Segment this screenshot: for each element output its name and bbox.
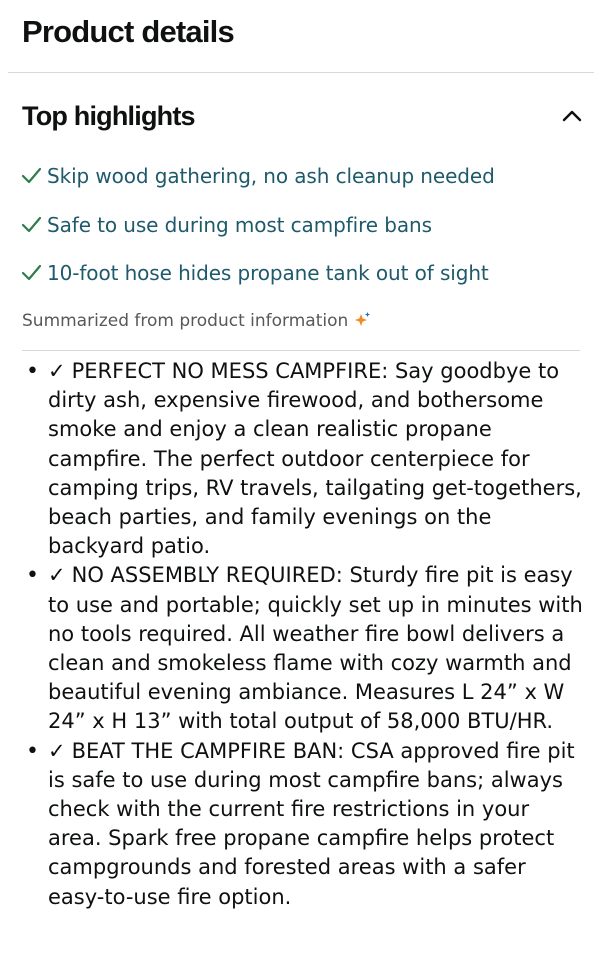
feature-bullet [26, 561, 586, 736]
highlight-item [20, 207, 495, 256]
highlight-text: Safe to use during most campfire bans [47, 212, 432, 237]
check-icon [20, 164, 42, 186]
bullet-marker: • [26, 359, 39, 384]
highlight-item [20, 255, 495, 304]
summary-note-text: Summarized from product information [22, 311, 349, 331]
section-title: Top highlights [22, 101, 195, 131]
header-divider [8, 72, 594, 73]
check-mark: ✓ [48, 738, 66, 763]
check-icon [20, 213, 42, 235]
summary-note [22, 306, 371, 336]
check-mark: ✓ [48, 359, 66, 383]
check-icon [20, 261, 42, 283]
feature-bullet-text: NO ASSEMBLY REQUIRED: Sturdy fire pit is easy to use and portable; quickly set up in minutes with no tools required. All weather fire bowl delivers a clean and smokeless flame with cozy warmth and beautiful evening ambiance. Measures L 24” x W 24” x H 13” with total output of 58,000 BTU/HR. [48, 563, 583, 734]
bullet-marker: • [26, 738, 39, 764]
feature-bullet-text: BEAT THE CAMPFIRE BAN: CSA approved fire pit is safe to use during most campfire bans; always check with the current fire restrictions in your area. Spark free propane campfire helps protect campgrounds and forested areas with a safer easy-to-use fire option. [48, 738, 575, 909]
top-highlights-toggle[interactable] [22, 96, 584, 136]
highlight-text: Skip wood gathering, no ash cleanup needed [47, 164, 495, 188]
sparkle-icon [353, 311, 371, 329]
check-mark: ✓ [48, 563, 66, 588]
bullet-marker: • [26, 563, 39, 589]
highlight-item [20, 158, 495, 207]
feature-bullet [26, 357, 586, 561]
highlight-text: 10-foot hose hides propane tank out of sight [47, 261, 489, 285]
feature-bullet-text: PERFECT NO MESS CAMPFIRE: Say goodbye to dirty ash, expensive firewood, and bothersome smoke and enjoy a clean realistic propane campfire. The perfect outdoor centerpiece for camping trips, RV travels, tailgating get-togethers, beach parties, and family evenings on the backyard patio. [48, 359, 582, 559]
chevron-up-icon[interactable] [560, 104, 584, 128]
feature-bullets [26, 357, 586, 912]
page-title: Product details [22, 14, 234, 49]
section-divider [22, 350, 580, 351]
highlights-list [20, 158, 495, 304]
feature-bullet [26, 737, 586, 912]
